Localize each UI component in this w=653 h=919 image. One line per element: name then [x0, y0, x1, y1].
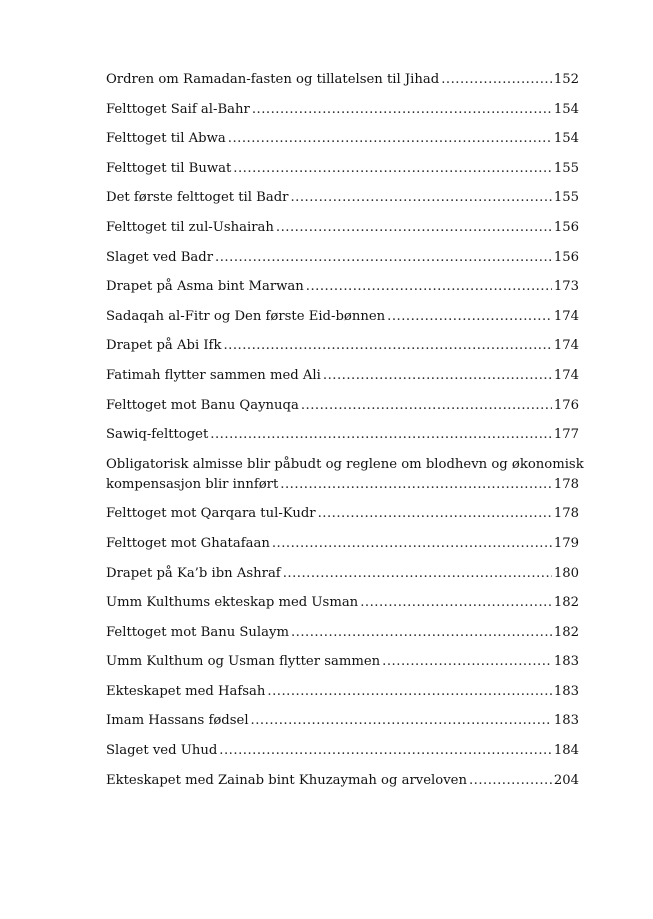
- dot-leader: [291, 623, 552, 643]
- dot-leader: [251, 711, 552, 731]
- toc-page-number: 154: [553, 101, 579, 117]
- toc-entry-title: Felttoget mot Qarqara tul-Kudr: [106, 506, 316, 522]
- toc-page-number: 152: [553, 72, 579, 87]
- toc-entry-title: Umm Kulthums ekteskap med Usman: [106, 595, 359, 611]
- toc-entry[interactable]: [106, 129, 579, 149]
- dot-leader: [223, 336, 551, 356]
- toc-entry-title: Ekteskapet med Zainab bint Khuzaymah og arveloven: [106, 772, 467, 788]
- dot-leader: [267, 682, 551, 702]
- toc-page-number: 155: [553, 190, 579, 206]
- toc-entry-title: Det første felttoget til Badr: [106, 190, 289, 206]
- toc-page-number: 155: [553, 160, 579, 176]
- toc-page-number: 174: [553, 338, 579, 354]
- toc-entry-title: Felttoget mot Banu Sulaym: [106, 624, 289, 640]
- toc-entry-title-line2: kompensasjon blir innført: [106, 476, 279, 492]
- dot-leader: [252, 100, 552, 120]
- toc-entry-title: Slaget ved Uhud: [106, 743, 218, 759]
- dot-leader: [382, 652, 552, 672]
- toc-page-number: 178: [553, 476, 579, 492]
- toc-page-number: 183: [553, 713, 579, 729]
- toc-page-number: 183: [553, 683, 579, 699]
- toc-entry[interactable]: [106, 100, 579, 120]
- dot-leader: [469, 771, 552, 791]
- dot-leader: [280, 475, 552, 495]
- toc-entry-title: Drapet på Abi Ifk: [106, 338, 222, 354]
- toc-entry-title: Ekteskapet med Hafsah: [106, 683, 266, 699]
- toc-entry[interactable]: [106, 396, 579, 416]
- toc-entry-title: Felttoget Saif al-Bahr: [106, 101, 250, 117]
- toc-page-number: 183: [553, 654, 579, 670]
- dot-leader: [387, 307, 552, 327]
- toc-entry[interactable]: [106, 425, 579, 445]
- toc-entry[interactable]: [106, 564, 579, 584]
- toc-entry[interactable]: [106, 188, 579, 208]
- toc-entry[interactable]: [106, 534, 579, 554]
- toc-entry-title: Felttoget til Buwat: [106, 160, 232, 176]
- toc-entry[interactable]: [106, 336, 579, 356]
- toc-page-number: 174: [553, 308, 579, 324]
- toc-entry[interactable]: [106, 70, 579, 90]
- toc-entry-title: Sawiq-felttoget: [106, 427, 209, 443]
- toc-entry-title: Felttoget til Abwa: [106, 131, 226, 147]
- toc-page-number: 154: [553, 131, 579, 147]
- toc-page-number: 180: [553, 565, 579, 581]
- toc-entry-title: Drapet på Asma bint Marwan: [106, 279, 304, 295]
- toc-entry[interactable]: [106, 248, 579, 268]
- dot-leader: [272, 534, 552, 554]
- toc-entry[interactable]: [106, 741, 579, 761]
- toc-entry[interactable]: [106, 277, 579, 297]
- toc-entry-title: Felttoget mot Banu Qaynuqa: [106, 397, 299, 413]
- toc-entry[interactable]: [106, 771, 579, 791]
- toc-entry-title: Slaget ved Badr: [106, 249, 214, 265]
- dot-leader: [318, 504, 552, 524]
- toc-entry[interactable]: [106, 593, 579, 613]
- toc-entry[interactable]: [106, 455, 584, 495]
- toc-entry[interactable]: [106, 366, 579, 386]
- toc-entry-title: Fatimah flytter sammen med Ali: [106, 367, 321, 383]
- toc-entry-title: Imam Hassans fødsel: [106, 713, 249, 729]
- toc-page-number: 178: [553, 506, 579, 522]
- toc-page-number: 182: [553, 624, 579, 640]
- dot-leader: [360, 593, 552, 613]
- toc-entry-title: Ordren om Ramadan-fasten og tillatelsen til Jihad: [106, 72, 440, 87]
- dot-leader: [210, 425, 552, 445]
- toc-page-number: 204: [553, 772, 579, 788]
- toc-entry[interactable]: [106, 307, 579, 327]
- toc-entry[interactable]: [106, 623, 579, 643]
- toc-page-number: 177: [553, 427, 579, 443]
- toc-entry-title: Umm Kulthum og Usman flytter sammen: [106, 654, 381, 670]
- dot-leader: [306, 277, 552, 297]
- toc-entry-title: Felttoget mot Ghatafaan: [106, 535, 270, 551]
- toc-entry[interactable]: [106, 159, 579, 179]
- toc-page-number: 182: [553, 595, 579, 611]
- dot-leader: [283, 564, 552, 584]
- toc-page-number: 176: [553, 397, 579, 413]
- toc-entry[interactable]: [106, 504, 579, 524]
- toc-page-number: 173: [553, 279, 579, 295]
- table-of-contents: [106, 70, 584, 800]
- toc-entry-title: Sadaqah al-Fitr og Den første Eid-bønnen: [106, 308, 386, 324]
- toc-page-number: 156: [553, 219, 579, 235]
- toc-page-number: 156: [553, 249, 579, 265]
- dot-leader: [290, 188, 551, 208]
- toc-entry-title: Felttoget til zul-Ushairah: [106, 219, 274, 235]
- dot-leader: [233, 159, 552, 179]
- toc-entry[interactable]: [106, 711, 579, 731]
- toc-entry[interactable]: [106, 218, 579, 238]
- dot-leader: [215, 248, 552, 268]
- toc-page-number: 179: [553, 535, 579, 551]
- dot-leader: [276, 218, 552, 238]
- toc-entry[interactable]: [106, 652, 579, 672]
- dot-leader: [441, 70, 552, 90]
- toc-entry-title: Drapet på Ka’b ibn Ashraf: [106, 565, 281, 581]
- toc-entry[interactable]: [106, 682, 579, 702]
- dot-leader: [323, 366, 552, 386]
- toc-entry-title-line1: Obligatorisk almisse blir påbudt og reglene om blodhevn og økonomisk: [106, 456, 584, 472]
- dot-leader: [219, 741, 552, 761]
- toc-page-number: 184: [553, 743, 579, 759]
- toc-page-number: 174: [553, 367, 579, 383]
- dot-leader: [228, 129, 552, 149]
- dot-leader: [301, 396, 552, 416]
